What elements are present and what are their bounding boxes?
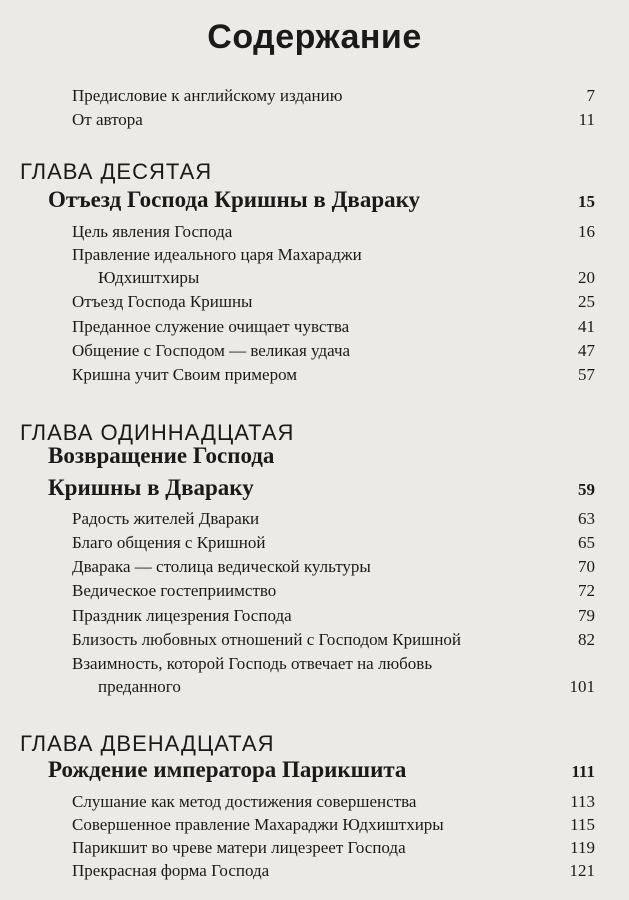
toc-entry-page: 82 <box>578 630 595 649</box>
toc-entry-page: 101 <box>569 677 595 696</box>
toc-entry-label: Правление идеального царя Махараджи <box>72 245 362 264</box>
toc-entry[interactable] <box>72 654 595 674</box>
toc-entry[interactable] <box>72 815 595 835</box>
toc-entry-label: преданного <box>98 677 181 696</box>
toc-entry-label: Предисловие к английскому изданию <box>72 86 343 105</box>
toc-entry-page: 25 <box>578 292 595 311</box>
toc-entry-label: Отъезд Господа Кришны <box>72 292 253 311</box>
toc-entry-label: Общение с Господом — великая удача <box>72 341 351 360</box>
toc-entry[interactable] <box>72 86 595 106</box>
toc-entry-label: Цель явления Господа <box>72 222 233 241</box>
chapter-label: ГЛАВА ДЕСЯТАЯ <box>20 159 213 184</box>
chapter-heading-text: Рождение императора Парикшита <box>48 757 407 782</box>
chapter-heading-page: 59 <box>578 480 595 499</box>
toc-entry-page: 16 <box>578 222 595 241</box>
toc-entry-label: Парикшит во чреве матери лицезреет Господа <box>72 838 406 857</box>
toc-entry[interactable] <box>72 110 595 130</box>
chapter-heading-page: 15 <box>578 192 595 211</box>
toc-entry-page: 41 <box>578 317 595 336</box>
toc-entry-page: 11 <box>578 110 595 129</box>
toc-entry-label: Близость любовных отношений с Господом Кришной <box>72 630 462 649</box>
toc-entry-page: 63 <box>578 509 595 528</box>
chapter-heading-text: Отъезд Господа Кришны в Двараку <box>48 187 421 212</box>
chapter-heading-text: Кришны в Двараку <box>48 475 254 500</box>
toc-entry[interactable] <box>72 341 595 361</box>
toc-entry-page: 7 <box>586 86 595 105</box>
toc-entry-label: Преданное служение очищает чувства <box>72 317 350 336</box>
toc-entry-page: 121 <box>569 861 595 880</box>
toc-entry-page: 72 <box>578 581 595 600</box>
chapter-heading[interactable] <box>48 756 595 784</box>
toc-entry-label: Радость жителей Двараки <box>72 509 260 528</box>
chapter-label: ГЛАВА ДВЕНАДЦАТАЯ <box>20 731 275 756</box>
toc-entry-page: 113 <box>570 792 595 811</box>
toc-entry-label: Совершенное правление Махараджи Юдхиштхиры <box>72 815 444 834</box>
toc-entry-page: 20 <box>578 268 595 287</box>
toc-entry[interactable] <box>72 557 595 577</box>
toc-entry-label: Кришна учит Своим примером <box>72 365 298 384</box>
toc-entry[interactable] <box>72 222 595 242</box>
chapter-label: ГЛАВА ОДИННАДЦАТАЯ <box>20 420 295 445</box>
toc-entry-label: Взаимность, которой Господь отвечает на любовь <box>72 654 433 673</box>
toc-entry-page: 115 <box>570 815 595 834</box>
toc-entry-page: 79 <box>578 606 595 625</box>
toc-entry[interactable] <box>98 268 595 288</box>
toc-entry-label: Дварака — столица ведической культуры <box>72 557 371 576</box>
toc-entry-page: 119 <box>570 838 595 857</box>
toc-entry[interactable] <box>72 317 595 337</box>
toc-entry-label: Праздник лицезрения Господа <box>72 606 292 625</box>
chapter-heading-text: Возвращение Господа <box>48 443 275 468</box>
toc-entry[interactable] <box>72 245 595 265</box>
toc-entry-label: Юдхиштхиры <box>98 268 200 287</box>
toc-entry-page: 70 <box>578 557 595 576</box>
toc-entry[interactable] <box>72 838 595 858</box>
toc-entry[interactable] <box>98 677 595 697</box>
toc-entry[interactable] <box>72 509 595 529</box>
toc-entry-page: 57 <box>578 365 595 384</box>
toc-entry[interactable] <box>72 792 595 812</box>
chapter-heading[interactable] <box>48 186 595 214</box>
toc-entry[interactable] <box>72 630 595 650</box>
toc-entry-label: От автора <box>72 110 143 129</box>
toc-entry[interactable] <box>72 606 595 626</box>
toc-entry[interactable] <box>72 533 595 553</box>
chapter-heading[interactable] <box>48 474 595 502</box>
page-title: Содержание <box>207 18 422 56</box>
toc-entry[interactable] <box>72 581 595 601</box>
toc-entry-label: Благо общения с Кришной <box>72 533 266 552</box>
toc-entry[interactable] <box>72 292 595 312</box>
toc-entry-label: Ведическое гостеприимство <box>72 581 277 600</box>
chapter-heading-page: 111 <box>571 762 595 781</box>
toc-entry-label: Слушание как метод достижения совершенства <box>72 792 417 811</box>
toc-entry-label: Прекрасная форма Господа <box>72 861 270 880</box>
toc-entry-page: 65 <box>578 533 595 552</box>
toc-entry[interactable] <box>72 365 595 385</box>
chapter-heading[interactable] <box>48 442 595 470</box>
toc-entry[interactable] <box>72 861 595 881</box>
toc-entry-page: 47 <box>578 341 595 360</box>
